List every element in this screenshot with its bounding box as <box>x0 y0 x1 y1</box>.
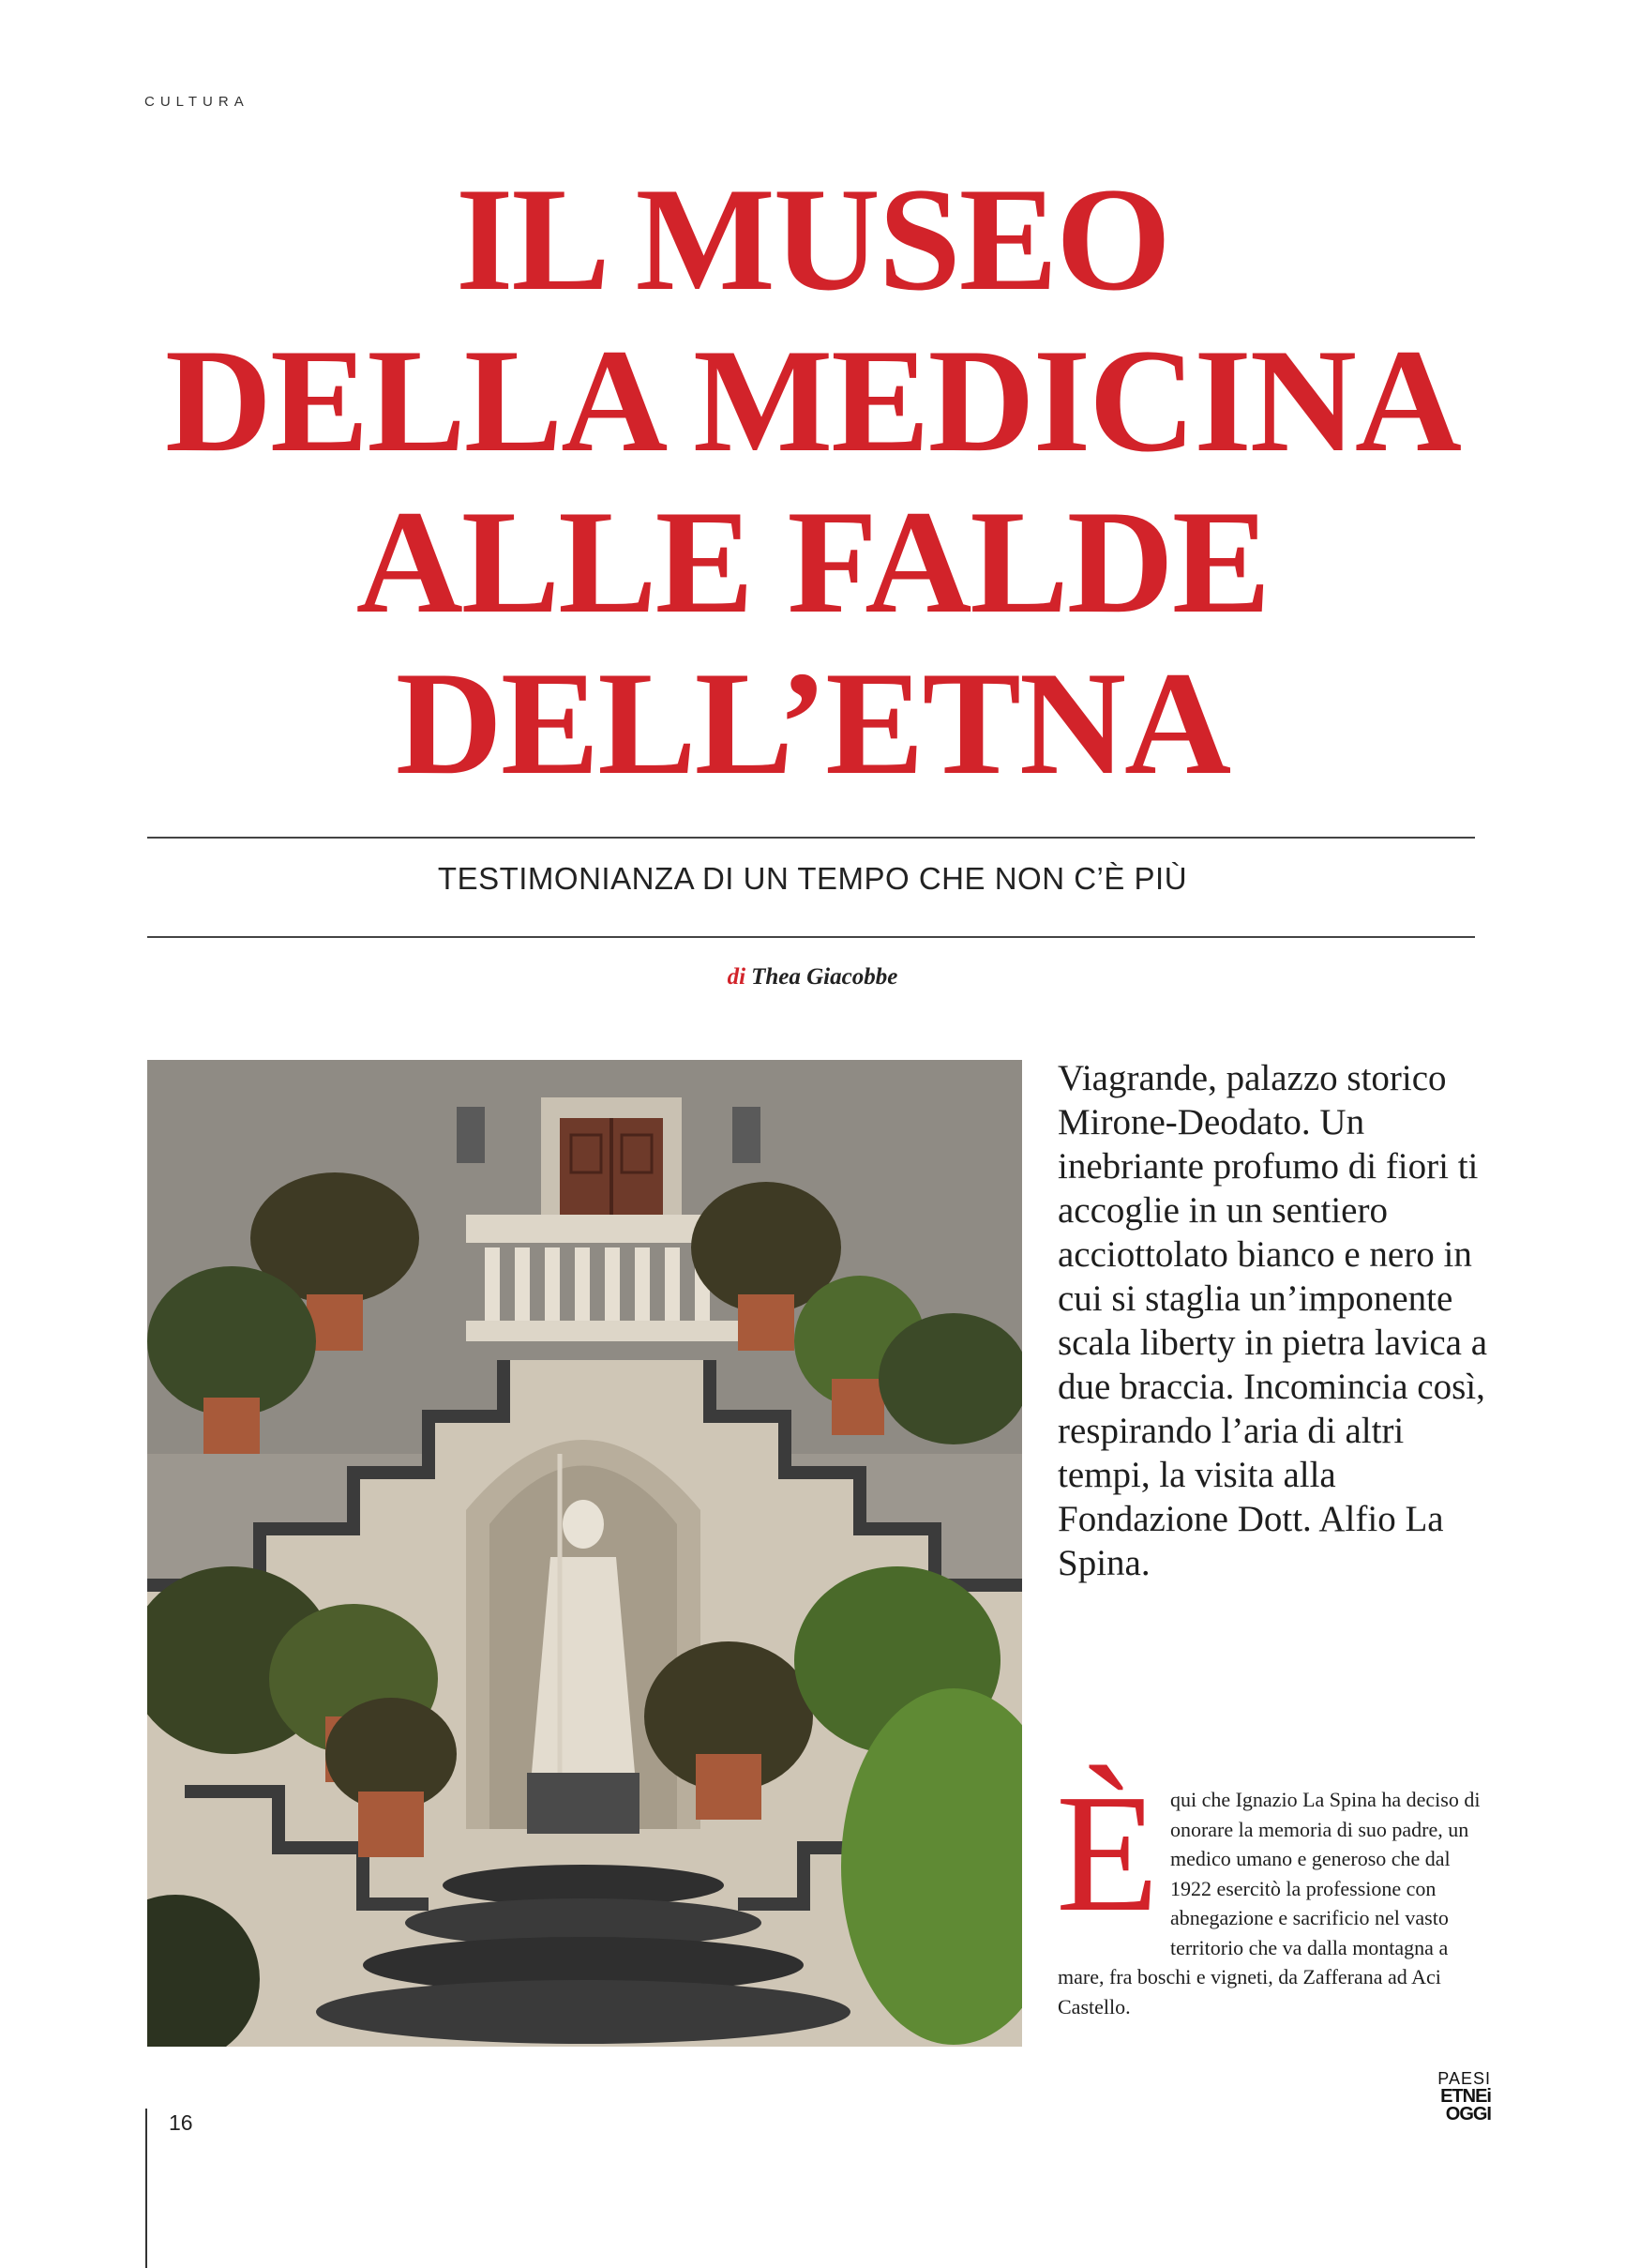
body-paragraph: qui che Ignazio La Spina ha deciso di onorare la memoria di suo padre, un medico umano e generoso che dal 1922 esercitò la professione con abnegazione e sacrificio nel vasto territorio che va dalla montagna a mare, fra boschi e vigneti, da Zafferana ad Aci Castello. <box>1058 1788 1481 2019</box>
title-line-1: IL MUSEO <box>455 158 1170 322</box>
article-title <box>0 159 1625 805</box>
lead-paragraph: Viagrande, palazzo storico Mirone-Deodato. Un inebriante profumo di fiori ti accoglie in un sentiero acciottolato bianco e nero in cui si staglia un’imponente scala liberty in pietra lavica a due braccia. Incomincia così, respirando l’aria di altri tempi, la visita alla Fondazione Dott. Alfio La Spina. <box>1058 1058 1488 1583</box>
magazine-logo <box>1407 2070 1491 2124</box>
logo-line-3: OGGI <box>1445 2104 1491 2124</box>
title-line-2: DELLA MEDICINA <box>164 319 1461 483</box>
page-number: 16 <box>169 2110 193 2135</box>
byline <box>0 964 1625 990</box>
byline-prefix: di <box>727 964 746 990</box>
article-photo <box>147 1060 1022 2047</box>
section-label: CULTURA <box>144 94 249 110</box>
title-line-4: DELL’ETNA <box>395 642 1230 806</box>
logo-line-2: ETNEi <box>1440 2086 1491 2107</box>
palazzo-staircase-illustration <box>147 1060 1022 2047</box>
divider-bottom <box>147 936 1475 938</box>
drop-cap: È <box>1056 1760 1159 1946</box>
article-subtitle: TESTIMONIANZA DI UN TEMPO CHE NON C’È PIÙ <box>437 861 1188 896</box>
author-name: Thea Giacobbe <box>751 964 898 990</box>
logo-line-1: PAESI <box>1437 2069 1491 2088</box>
body-text-block <box>1056 1760 1487 2021</box>
divider-top <box>147 837 1475 839</box>
title-line-3: ALLE FALDE <box>355 480 1270 644</box>
page-margin-line <box>145 2109 147 2268</box>
